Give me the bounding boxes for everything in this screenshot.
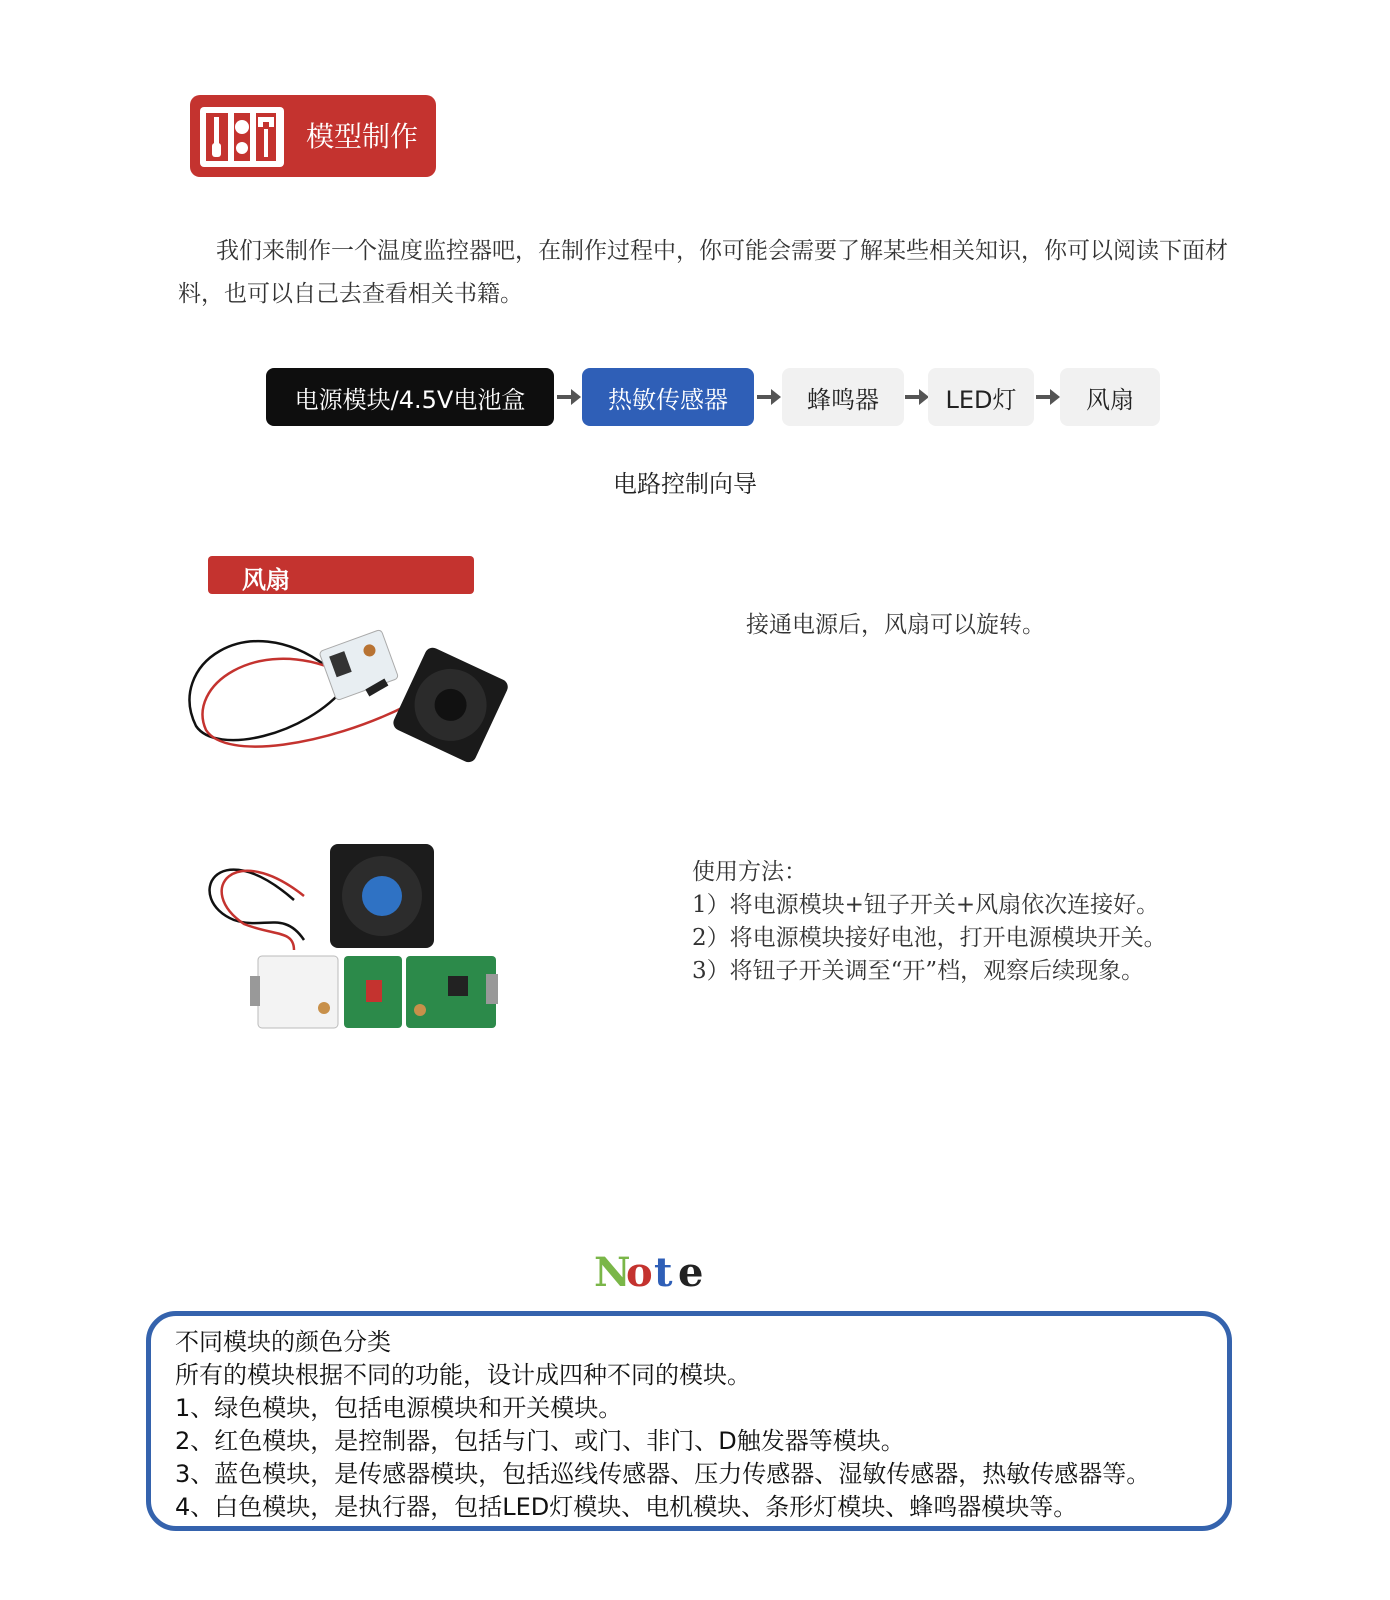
note-line: 不同模块的颜色分类	[175, 1328, 391, 1356]
usage-heading: 使用方法：	[692, 859, 807, 885]
note-line: 2、红色模块，是控制器，包括与门、或门、非门、D触发器等模块。	[175, 1427, 905, 1455]
note-line: 3、蓝色模块，是传感器模块，包括巡线传感器、压力传感器、湿敏传感器，热敏传感器等。	[175, 1460, 1151, 1488]
svg-text:e: e	[678, 1249, 704, 1296]
svg-text:t: t	[654, 1249, 673, 1296]
note-line: 1、绿色模块，包括电源模块和开关模块。	[175, 1394, 623, 1422]
note-line: 所有的模块根据不同的功能，设计成四种不同的模块。	[175, 1361, 751, 1389]
chain-thermal-sensor: 热敏传感器	[582, 368, 754, 426]
note-title	[594, 1248, 724, 1296]
fan-section-label	[208, 556, 474, 594]
intro-text: 我们来制作一个温度监控器吧，在制作过程中，你可能会需要了解某些相关知识，你可以阅读下面材料，也可以自己去查看相关书籍。	[178, 238, 1228, 307]
usage-instructions	[692, 856, 1292, 988]
note-line: 4、白色模块，是执行器，包括LED灯模块、电机模块、条形灯模块、蜂鸣器模块等。	[175, 1493, 1078, 1521]
fan-label-text: 风扇	[242, 566, 290, 594]
section-title: 模型制作	[306, 120, 419, 153]
chain-buzzer: 蜂鸣器	[782, 368, 904, 426]
fan-module-photo	[186, 626, 516, 786]
chain-led: LED灯	[928, 368, 1034, 426]
arrow-right-icon	[903, 386, 931, 408]
usage-step: 3）将钮子开关调至“开”档，观察后续现象。	[692, 958, 1145, 984]
intro-paragraph	[178, 230, 1228, 316]
arrow-right-icon	[755, 386, 783, 408]
arrow-right-icon	[555, 386, 583, 408]
usage-step: 2）将电源模块接好电池，打开电源模块开关。	[692, 925, 1167, 951]
tools-icon	[196, 103, 288, 169]
arrow-right-icon	[1034, 386, 1062, 408]
fan-description: 接通电源后，风扇可以旋转。	[746, 612, 1045, 638]
chain-caption: 电路控制向导	[613, 470, 757, 498]
svg-text:o: o	[626, 1249, 653, 1296]
section-header	[190, 95, 436, 177]
assembled-modules-photo	[194, 840, 524, 1070]
chain-power-module: 电源模块/4.5V电池盒	[266, 368, 554, 426]
usage-step: 1）将电源模块+钮子开关+风扇依次连接好。	[692, 892, 1160, 918]
chain-fan: 风扇	[1060, 368, 1160, 426]
svg-text:N: N	[594, 1249, 631, 1296]
note-box	[146, 1311, 1232, 1531]
